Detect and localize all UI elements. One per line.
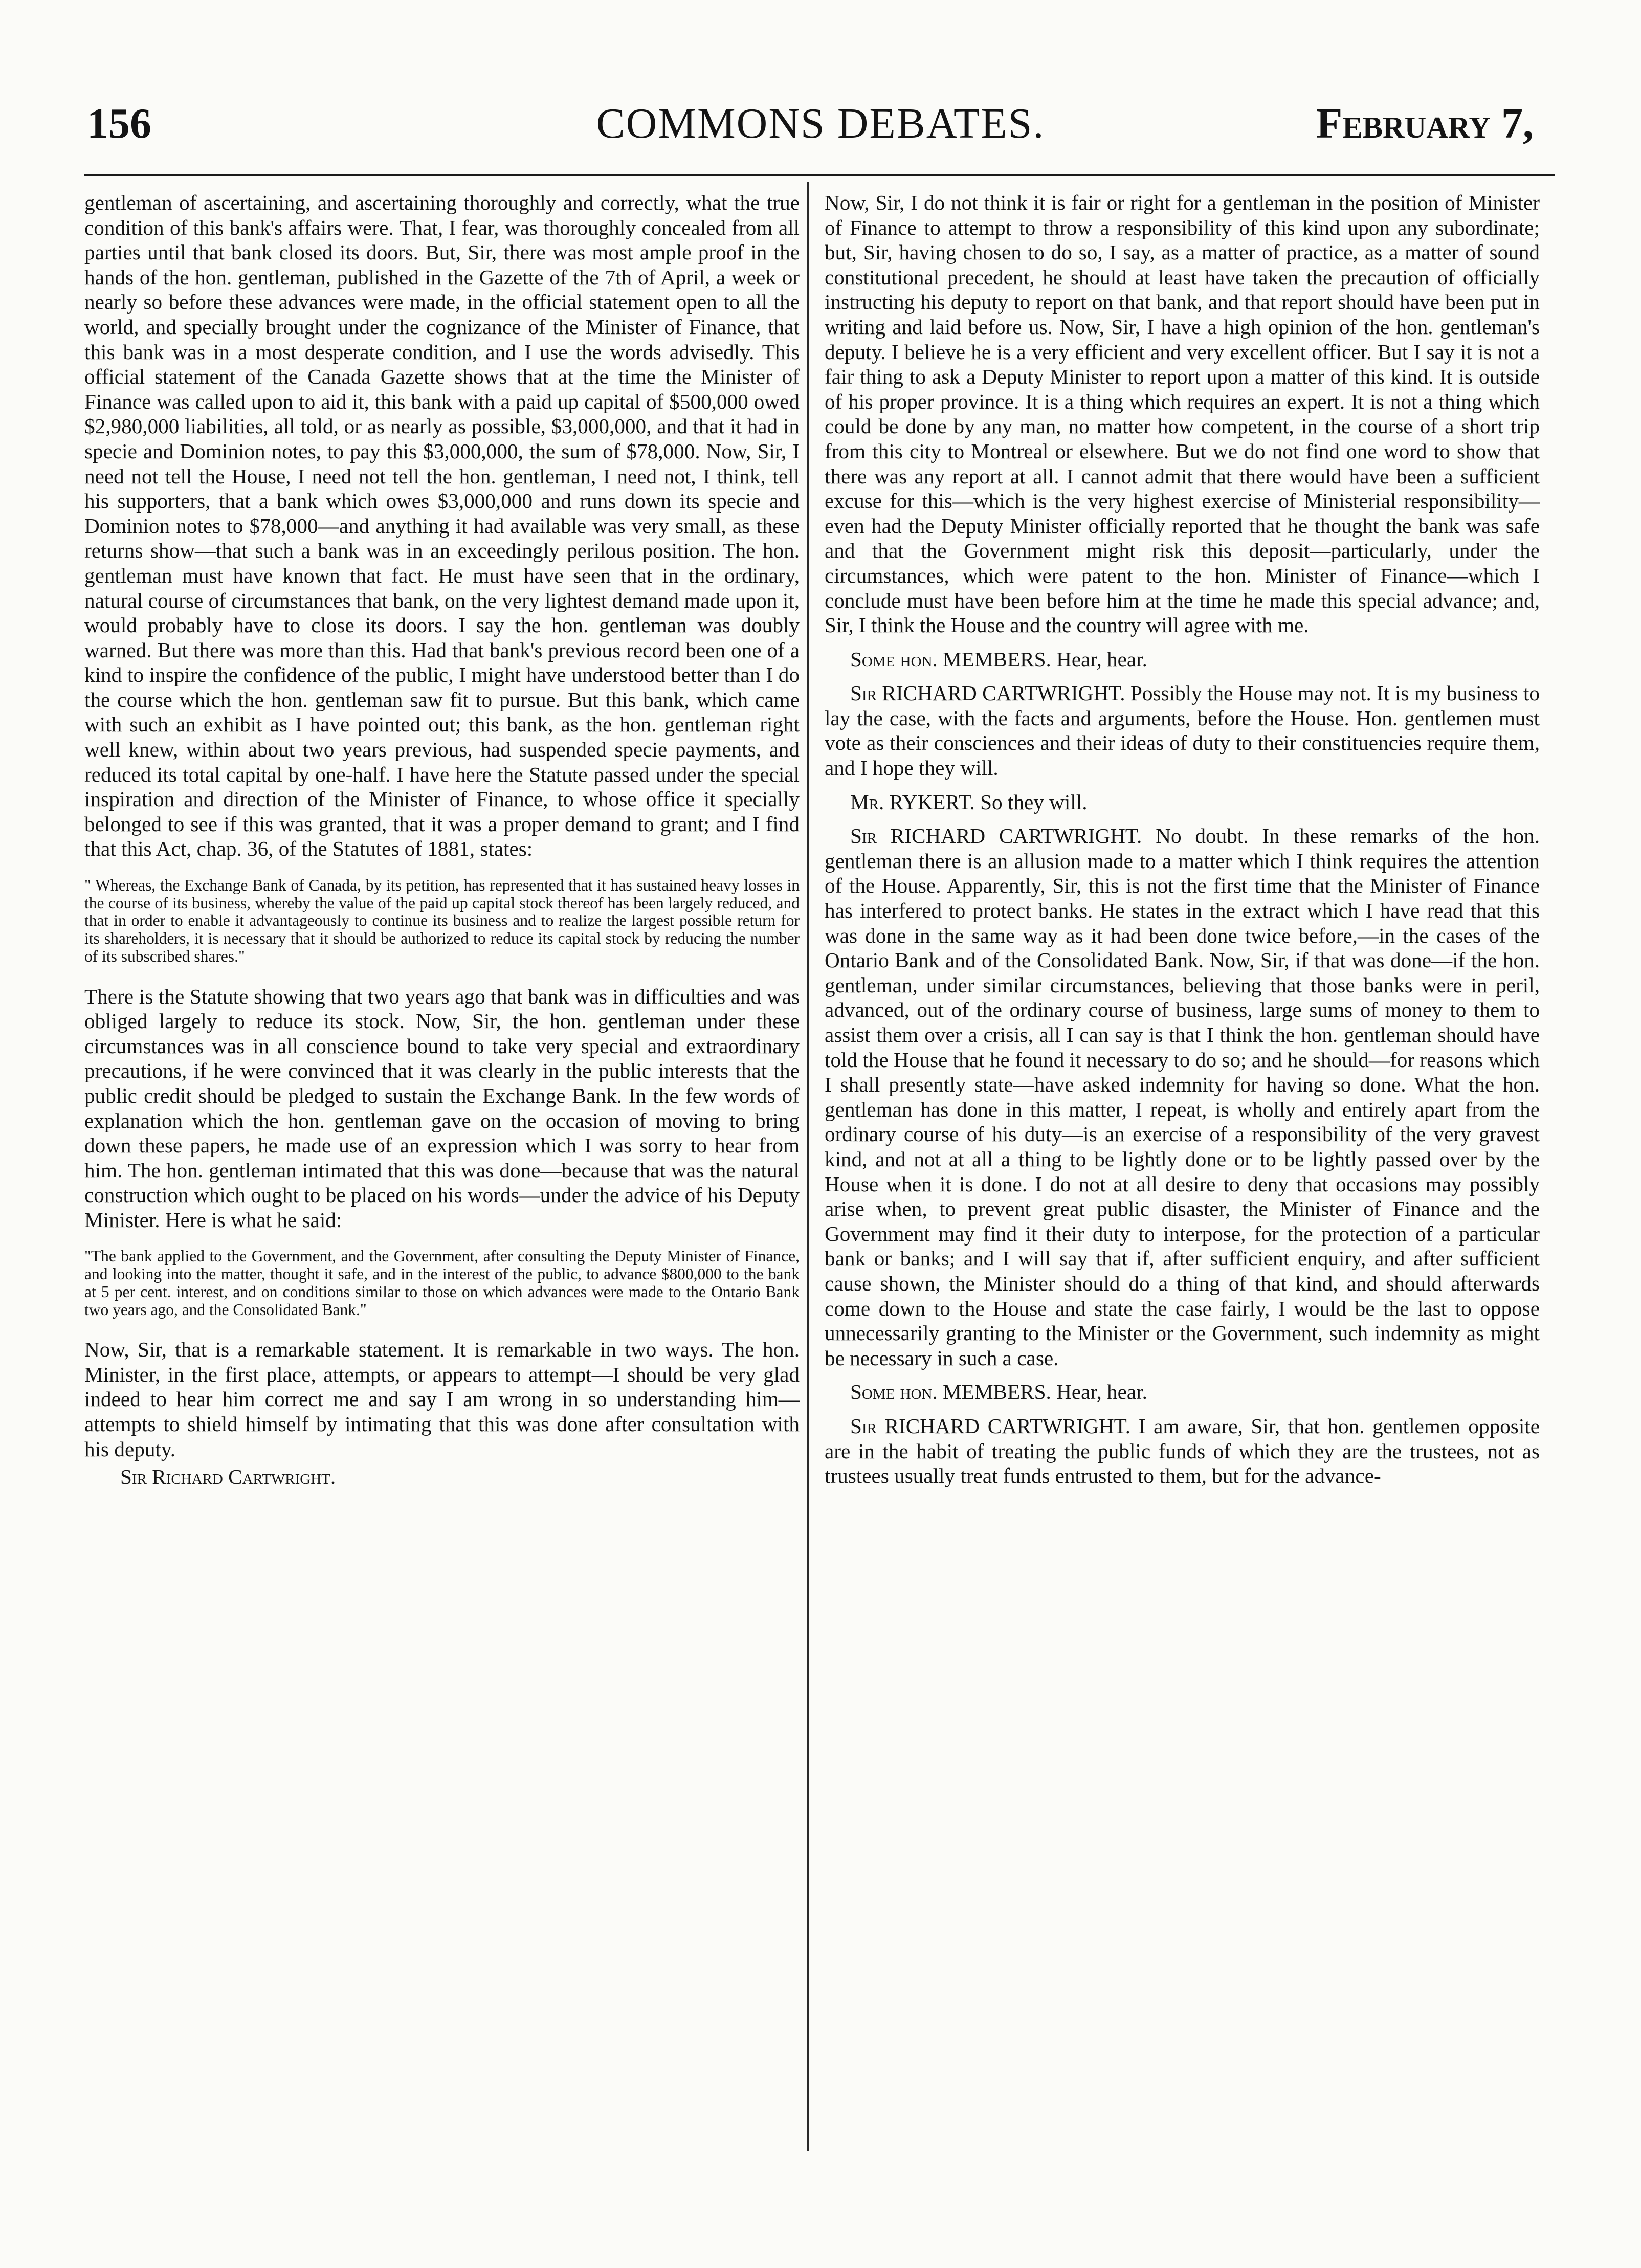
speech-3	[825, 790, 1540, 815]
speech-1	[825, 647, 1540, 672]
speech-2	[825, 681, 1540, 780]
speaker-name: Sir RICHARD CARTWRIGHT.	[850, 1414, 1131, 1438]
left-column	[84, 190, 800, 1489]
column-divider	[807, 182, 809, 2151]
speech-6	[825, 1414, 1540, 1488]
speech-5	[825, 1380, 1540, 1405]
statute-quote: " Whereas, the Exchange Bank of Canada, by its petition, has represented that it has sustained heavy losses in the course of its business, whereby the value of the paid up capital stock thereof has been largely reduced, and that in order to enable it advantageously to continue its business and to realize the largest possible return for its shareholders, it is necessary that it should be authorized to reduce its capital stock by reducing the number of its subscribed shares."	[84, 876, 800, 965]
page-title: COMMONS DEBATES.	[596, 100, 1045, 147]
left-paragraph-3: Now, Sir, that is a remarkable statement. It is remarkable in two ways. The hon. Minister, in the first place, attempts, or appears to attempt—I should be very glad indeed to hear him correct me and say I am wrong in so understanding him—attempts to shield himself by intimating that this was done after consultation with his deputy.	[84, 1338, 800, 1461]
speaker-name: Mr. RYKERT.	[850, 790, 975, 814]
left-paragraph-2: There is the Statute showing that two years ago that bank was in difficulties and was obliged largely to reduce its stock. Now, Sir, the hon. gentleman under these circumstances was in all conscience bound to take very special and extraordinary precautions, if he were convinced that it was clearly in the public interests that the public credit should be pledged to sustain the Exchange Bank. In the few words of explanation which the hon. gentleman gave on the occasion of moving to bring down these papers, he made use of an expression which I was sorry to hear from him. The hon. gentleman intimated that this was done—because that was the natural construction which ought to be placed on his words—under the advice of his Deputy Minister. Here is what he said:	[84, 984, 800, 1232]
speaker-name: Sir RICHARD CARTWRIGHT.	[850, 824, 1142, 848]
speech-text: So they will.	[980, 790, 1088, 814]
speech-text: I am aware, Sir, that hon. gentlemen opposite are in the habit of treating the public funds of which they are the trustees, not as trustees usually treat funds entrusted to them, but for the advance-	[825, 1414, 1540, 1488]
right-paragraph-1: Now, Sir, I do not think it is fair or right for a gentleman in the position of Minister of Finance to attempt to throw a responsibility of this kind upon any subordinate; but, Sir, having chosen to do so, I say, as a matter of practice, as a matter of sound constitutional precedent, he should at least have taken the precaution of officially instructing his deputy to report on that bank, and that report should have been put in writing and laid before us. Now, Sir, I have a high opinion of the hon. gentleman's deputy. I believe he is a very efficient and very excellent officer. But I say it is not a fair thing to ask a Deputy Minister to report upon a matter of this kind. It is outside of his proper province. It is a thing which requires an expert. It is not a thing which could be done by any man, no matter how competent, in the course of a short trip from this city to Montreal or elsewhere. But we do not find one word to show that there was any report at all. I cannot admit that there would have been a sufficient excuse for this—which is the very highest exercise of Ministerial responsibility—even had the Deputy Minister officially reported that he thought the bank was safe and that the Government might risk this deposit—particularly, under the circumstances, which were patent to the hon. Minister of Finance—which I conclude must have been before him at the time he made this special advance; and, Sir, I think the House and the country will agree with me.	[825, 191, 1540, 637]
speech-text: Hear, hear.	[1056, 647, 1147, 671]
speech-4	[825, 824, 1540, 1370]
page-number: 156	[87, 100, 151, 147]
page-date: February 7,	[1316, 100, 1534, 147]
left-paragraph-1: gentleman of ascertaining, and ascertaining thoroughly and correctly, what the true condition of this bank's affairs were. That, I fear, was thoroughly concealed from all parties until that bank closed its doors. But, Sir, there was most ample proof in the hands of the hon. gentleman, published in the Gazette of the 7th of April, a week or nearly so before these advances were made, in the official statement open to all the world, and specially brought under the cognizance of the Minister of Finance, that this bank was in a most desperate condition, and I use the words advisedly. This official statement of the Canada Gazette shows that at the time the Minister of Finance was called upon to aid it, this bank with a paid up capital of $500,000 owed $2,980,000 liabilities, all told, or as nearly as possible, $3,000,000, and that it had in specie and Dominion notes, to pay this $3,000,000, the sum of $78,000. Now, Sir, I need not tell the House, I need not tell the hon. gentleman, I need not, I think, tell his supporters, that a bank which owes $3,000,000 and runs down its specie and Dominion notes to $78,000—and anything it had available was very small, as these returns show—that such a bank was in an exceedingly perilous position. The hon. gentleman must have known that fact. He must have seen that in the ordinary, natural course of circumstances that bank, on the very lightest demand made upon it, would probably have to close its doors. I say the hon. gentleman was doubly warned. But there was more than this. Had that bank's previous record been one of a kind to inspire the confidence of the public, I might have understood better than I do the course which the hon. gentleman saw fit to pursue. But this bank, which came with such an exhibit as I have pointed out; this bank, as the hon. gentleman right well knew, within about two years previous, had suspended specie payments, and reduced its total capital by one-half. I have here the Statute passed under the special inspiration and direction of the Minister of Finance, to whose office it specially belonged to see if this was granted, that it was a proper demand to grant; and I find that this Act, chap. 36, of the Statutes of 1881, states:	[84, 191, 800, 861]
speech-text: Hear, hear.	[1056, 1380, 1147, 1404]
speaker-name: Sir RICHARD CARTWRIGHT.	[850, 681, 1125, 705]
speaker-signature: Sir Richard Cartwright.	[120, 1465, 336, 1489]
speaker-name: Some hon. MEMBERS.	[850, 1380, 1051, 1404]
minister-quote: "The bank applied to the Government, and the Government, after consulting the Deputy Minister of Finance, and looking into the matter, thought it safe, and in the interest of the public, to advance $800,000 to the bank at 5 per cent. interest, and on conditions similar to those on which advances were made to the Ontario Bank two years ago, and the Consolidated Bank."	[84, 1247, 800, 1319]
speech-text: No doubt. In these remarks of the hon. gentleman there is an allusion made to a matter which I think requires the attention of the House. Apparently, Sir, this is not the first time that the Minister of Finance has interfered to protect banks. He states in the extract which I have read that this was done in the same way as it had been done twice before,—in the cases of the Ontario Bank and of the Consolidated Bank. Now, Sir, if that was done—if the hon. gentleman, under similar circumstances, believing that those banks were in peril, advanced, out of the ordinary course of business, large sums of money to them to assist them over a crisis, all I can say is that I think the hon. gentleman should have told the House that he found it necessary to do so; and he should—for reasons which I shall presently state—have asked indemnity for having so done. What the hon. gentleman has done in this matter, I repeat, is wholly and entirely apart from the ordinary course of his duty—is an exercise of a responsibility of the very gravest kind, and not at all a thing to be lightly done or to be lightly passed over by the House when it is done. I do not at all desire to deny that occasions may possibly arise when, to prevent great public disaster, the Minister of Finance and the Government may find it their duty to interpose, for the protection of a particular bank or banks; and I will say that if, after sufficient enquiry, and after sufficient cause shown, the Minister should do a thing of that kind, and should afterwards come down to the House and state the case fairly, I would be the last to oppose unnecessarily granting to the Minister or the Government, such indemnity as might be necessary in such a case.	[825, 824, 1540, 1370]
speech-text: Possibly the House may not. It is my business to lay the case, with the facts and arguments, before the House. Hon. gentlemen must vote as their consciences and their ideas of duty to their constituencies require them, and I hope they will.	[825, 681, 1540, 780]
speaker-name: Some hon. MEMBERS.	[850, 647, 1051, 671]
right-column	[825, 190, 1540, 1488]
header-rule	[84, 174, 1555, 176]
